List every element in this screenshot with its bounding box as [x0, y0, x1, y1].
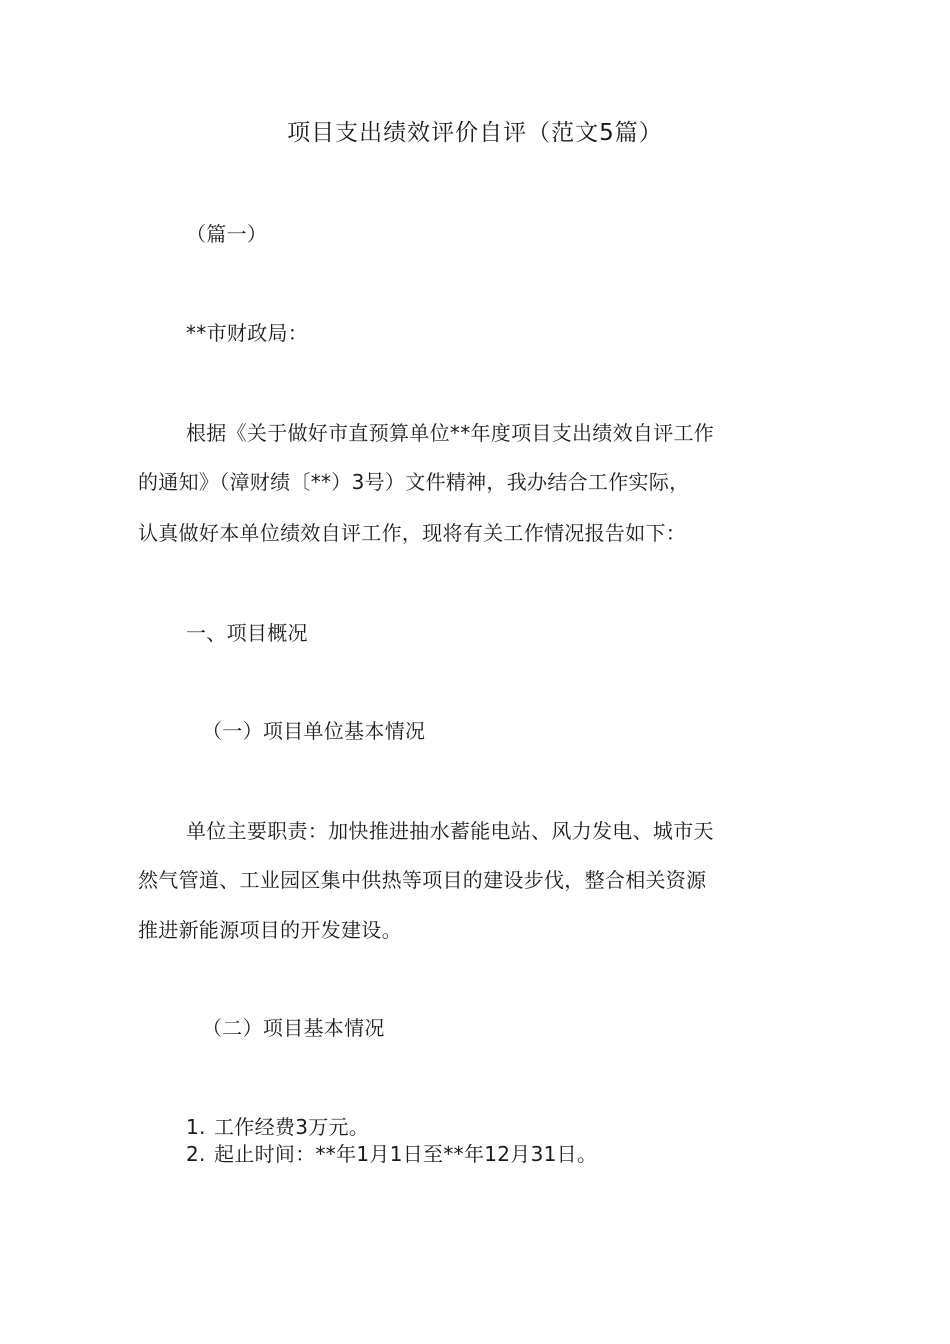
part-label: （篇一） — [186, 222, 268, 246]
list-item-text: 工作经费3万元。 — [214, 1115, 370, 1139]
list-item-text: 起止时间：**年1月1日至**年12月31日。 — [214, 1142, 598, 1166]
duties-line: 推进新能源项目的开发建设。 — [138, 918, 402, 942]
intro-line: 的通知》（漳财绩〔**）3号）文件精神，我办结合工作实际， — [138, 470, 690, 494]
intro-line: 认真做好本单位绩效自评工作，现将有关工作情况报告如下： — [138, 521, 687, 545]
intro-line: 根据《关于做好市直预算单位**年度项目支出绩效自评工作 — [186, 421, 715, 445]
document-title: 项目支出绩效评价自评（范文5篇） — [287, 120, 663, 146]
salutation: **市财政局： — [186, 321, 309, 345]
subsection-heading: （二）项目基本情况 — [202, 1016, 385, 1040]
duties-line: 单位主要职责：加快推进抽水蓄能电站、风力发电、城市天 — [186, 819, 714, 843]
section-heading: 一、项目概况 — [186, 621, 308, 645]
list-item-number: 2. — [186, 1142, 206, 1166]
duties-line: 然气管道、工业园区集中供热等项目的建设步伐，整合相关资源 — [138, 868, 707, 892]
subsection-heading: （一）项目单位基本情况 — [202, 719, 426, 743]
list-item-number: 1. — [186, 1115, 206, 1139]
